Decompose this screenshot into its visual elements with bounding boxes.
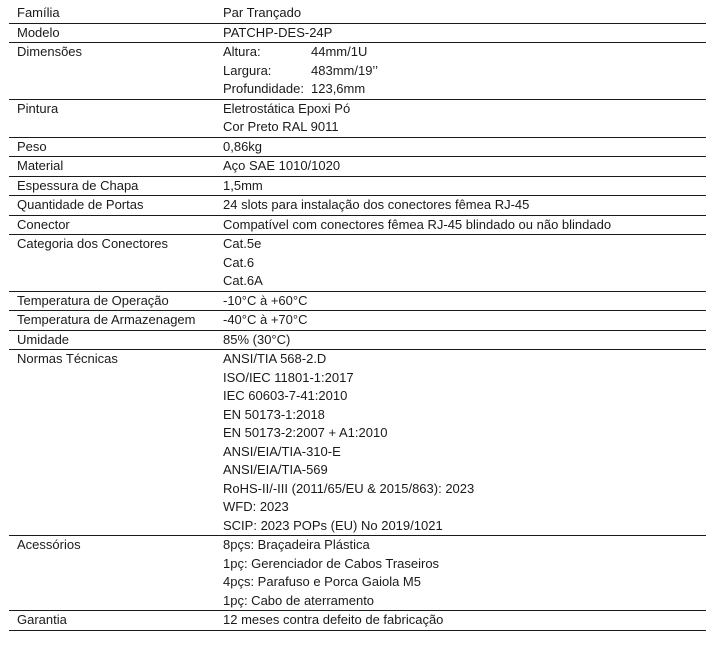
spec-value xyxy=(215,177,706,196)
spec-value xyxy=(215,611,706,630)
spec-value-line: 24 slots para instalação dos conectores fêmea RJ-45 xyxy=(223,197,530,212)
spec-value xyxy=(215,4,706,23)
spec-row-garantia xyxy=(9,611,706,631)
spec-label xyxy=(9,216,215,235)
spec-value xyxy=(215,216,706,235)
spec-row-material xyxy=(9,157,706,177)
spec-row-conector xyxy=(9,216,706,236)
spec-value xyxy=(215,536,706,610)
spec-value-line: ANSI/EIA/TIA-569 xyxy=(223,462,328,477)
spec-row-temperatura-de-operacao xyxy=(9,292,706,312)
spec-value-line: 1pç: Cabo de aterramento xyxy=(223,592,375,608)
spec-value xyxy=(215,43,706,99)
spec-value xyxy=(215,24,706,43)
spec-row-acessorios xyxy=(9,536,706,611)
spec-label xyxy=(9,350,215,535)
spec-label-text: Normas Técnicas xyxy=(17,351,118,366)
dimension-value: 123,6mm xyxy=(311,81,366,96)
spec-value-line: ANSI/EIA/TIA-310-E xyxy=(223,443,341,459)
spec-value-line: PATCHP-DES-24P xyxy=(223,24,333,40)
spec-value-line: Eletrostática Epoxi Pó xyxy=(223,100,351,116)
spec-row-modelo xyxy=(9,24,706,44)
spec-value-line: 4pçs: Parafuso e Porca Gaiola M5 xyxy=(223,574,421,589)
spec-value-line: EN 50173-1:2018 xyxy=(223,406,325,422)
spec-label xyxy=(9,235,215,291)
spec-label xyxy=(9,611,215,630)
spec-row-normas-tecnicas xyxy=(9,350,706,536)
spec-label xyxy=(9,196,215,215)
spec-label xyxy=(9,157,215,176)
spec-value-line: WFD: 2023 xyxy=(223,499,289,514)
spec-label-text: Espessura de Chapa xyxy=(17,177,139,193)
dimension-value: 44mm/1U xyxy=(311,44,368,59)
dimension-line xyxy=(223,43,706,62)
spec-label-text: Quantidade de Portas xyxy=(17,197,144,212)
spec-value xyxy=(215,331,706,350)
spec-label-text: Pintura xyxy=(17,100,59,116)
spec-value-line: EN 50173-2:2007 + A1:2010 xyxy=(223,425,388,440)
spec-row-peso xyxy=(9,138,706,158)
spec-value xyxy=(215,311,706,330)
spec-label xyxy=(9,24,215,43)
spec-table xyxy=(9,4,706,631)
spec-row-espessura-de-chapa xyxy=(9,177,706,197)
spec-value-line: 12 meses contra defeito de fabricação xyxy=(223,612,444,627)
spec-label-text: Família xyxy=(17,5,60,20)
spec-value xyxy=(215,292,706,311)
spec-label xyxy=(9,138,215,157)
spec-value-line: 85% (30°C) xyxy=(223,331,291,347)
spec-value-line: Compatível com conectores fêmea RJ-45 blindado ou não blindado xyxy=(223,216,612,232)
spec-label-text: Material xyxy=(17,158,64,173)
spec-label-text: Temperatura de Armazenagem xyxy=(17,312,196,327)
dimension-line xyxy=(223,80,706,99)
spec-value-line: Cat.6 xyxy=(223,254,255,270)
spec-label xyxy=(9,100,215,137)
spec-label-text: Garantia xyxy=(17,612,67,627)
spec-value xyxy=(215,138,706,157)
spec-value-line: 8pçs: Braçadeira Plástica xyxy=(223,537,370,552)
dimension-key: Altura: xyxy=(223,44,261,59)
spec-value xyxy=(215,196,706,215)
spec-label-text: Umidade xyxy=(17,331,70,347)
spec-label-text: Peso xyxy=(17,138,47,154)
spec-value xyxy=(215,157,706,176)
spec-value-line: 0,86kg xyxy=(223,138,263,154)
spec-label-text: Conector xyxy=(17,216,70,232)
spec-label xyxy=(9,43,215,99)
spec-value-line: Par Trançado xyxy=(223,5,302,20)
spec-label xyxy=(9,331,215,350)
spec-row-temperatura-de-armazenagem xyxy=(9,311,706,331)
dimension-line xyxy=(223,62,706,81)
spec-value-line: Cor Preto RAL 9011 xyxy=(223,119,339,134)
spec-value-line: 1pç: Gerenciador de Cabos Traseiros xyxy=(223,555,440,571)
spec-value-line: 1,5mm xyxy=(223,177,263,193)
spec-value-line: ANSI/TIA 568-2.D xyxy=(223,351,327,366)
spec-value-line: -40°C à +70°C xyxy=(223,312,308,327)
spec-value xyxy=(215,235,706,291)
dimension-value: 483mm/19’’ xyxy=(311,62,378,78)
spec-value-line: IEC 60603-7-41:2010 xyxy=(223,388,348,403)
spec-label-text: Categoria dos Conectores xyxy=(17,236,169,251)
dimension-key: Profundidade: xyxy=(223,81,304,96)
spec-value-line: RoHS-II/-III (2011/65/EU & 2015/863): 2023 xyxy=(223,480,475,496)
spec-label xyxy=(9,177,215,196)
spec-value-line: ISO/IEC 11801-1:2017 xyxy=(223,369,354,385)
spec-label-text: Dimensões xyxy=(17,44,83,59)
spec-value-line: Aço SAE 1010/1020 xyxy=(223,158,341,173)
spec-label-text: Acessórios xyxy=(17,537,81,552)
spec-row-quantidade-de-portas xyxy=(9,196,706,216)
spec-value-line: -10°C à +60°C xyxy=(223,292,308,308)
spec-row-umidade xyxy=(9,331,706,351)
spec-label xyxy=(9,311,215,330)
spec-row-familia xyxy=(9,4,706,24)
spec-label xyxy=(9,4,215,23)
spec-row-dimensoes xyxy=(9,43,706,100)
dimension-key: Largura: xyxy=(223,62,272,78)
spec-label xyxy=(9,292,215,311)
spec-value-line: SCIP: 2023 POPs (EU) No 2019/1021 xyxy=(223,517,443,533)
spec-row-categoria-dos-conectores xyxy=(9,235,706,292)
spec-label xyxy=(9,536,215,610)
spec-value xyxy=(215,100,706,137)
spec-label-text: Temperatura de Operação xyxy=(17,292,169,308)
spec-row-pintura xyxy=(9,100,706,138)
spec-value xyxy=(215,350,706,535)
spec-value-line: Cat.5e xyxy=(223,236,262,251)
spec-label-text: Modelo xyxy=(17,24,60,40)
spec-value-line: Cat.6A xyxy=(223,273,263,288)
